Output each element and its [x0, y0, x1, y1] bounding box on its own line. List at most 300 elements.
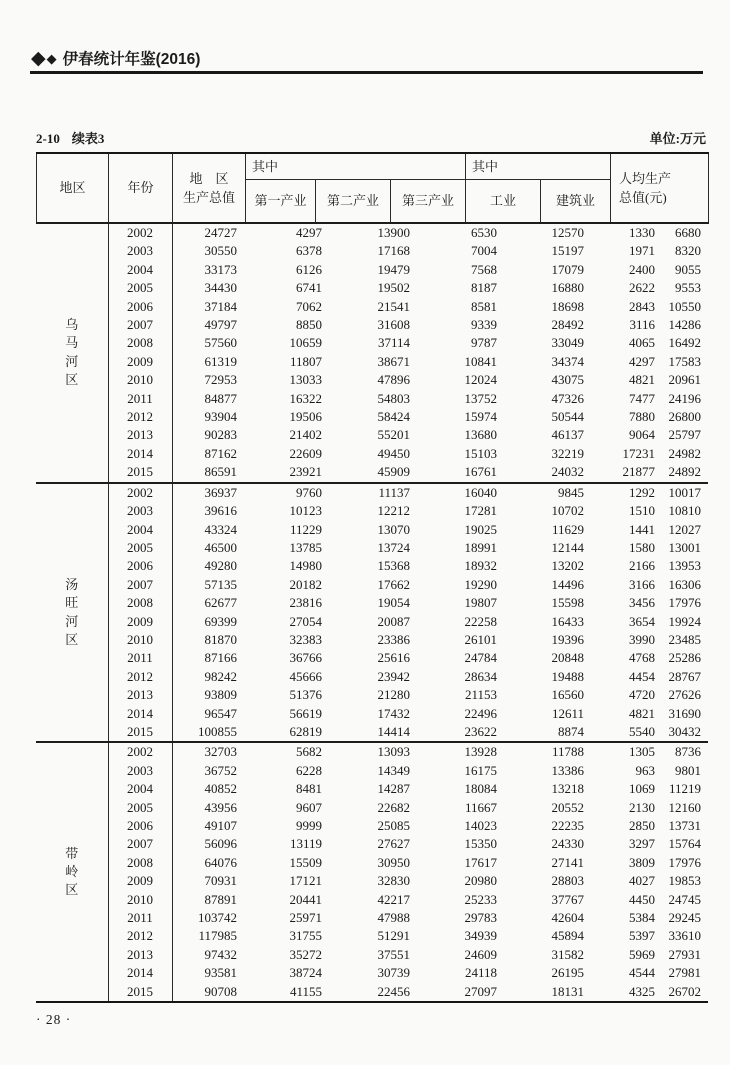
value-cell: 7062 — [296, 298, 322, 314]
value-cell: 17079 — [551, 261, 584, 277]
value-cell: 7880 — [629, 409, 655, 425]
year-cell: 2002 — [108, 483, 172, 502]
value-cell: 16433 — [551, 613, 584, 629]
construction-header: 建筑业 — [541, 179, 611, 223]
value-cell: 13218 — [551, 781, 584, 797]
value-cell: 16492 — [668, 335, 701, 351]
value-cell: 9801 — [675, 762, 701, 778]
year-cell: 2011 — [108, 390, 172, 408]
value-cell: 23921 — [289, 464, 322, 480]
value-cell: 30550 — [204, 243, 237, 259]
value-cell: 3456 — [629, 595, 655, 611]
value-cell: 37551 — [377, 946, 410, 962]
value-cell: 30950 — [377, 854, 410, 870]
value-cell: 31582 — [551, 946, 584, 962]
table-row — [36, 408, 708, 426]
value-cell: 20182 — [289, 576, 322, 592]
primary-industry-header: 第一产业 — [246, 179, 316, 223]
value-cell: 19924 — [668, 613, 701, 629]
table-row — [36, 279, 708, 297]
value-cell: 15509 — [289, 854, 322, 870]
value-cell: 45894 — [551, 928, 584, 944]
table-row — [36, 521, 708, 539]
year-cell: 2004 — [108, 521, 172, 539]
value-cell: 26800 — [668, 409, 701, 425]
value-cell: 46137 — [551, 427, 584, 443]
value-cell: 14023 — [464, 818, 497, 833]
value-cell: 32219 — [551, 445, 584, 461]
table-row — [36, 909, 708, 927]
page-number: · 28 · — [36, 1012, 72, 1027]
value-cell: 24196 — [668, 390, 701, 406]
year-cell: 2010 — [108, 891, 172, 909]
value-cell: 30432 — [668, 723, 701, 739]
value-cell: 32383 — [289, 631, 322, 647]
year-cell: 2013 — [108, 686, 172, 704]
value-cell: 34939 — [464, 928, 497, 944]
table-row — [36, 964, 708, 982]
value-cell: 27981 — [668, 965, 701, 981]
value-cell: 15974 — [464, 409, 497, 425]
table-row — [36, 316, 708, 334]
value-cell: 57135 — [204, 576, 237, 592]
value-cell: 9064 — [629, 427, 655, 443]
value-cell: 16322 — [289, 390, 322, 406]
value-cell: 47896 — [377, 372, 410, 388]
year-cell: 2014 — [108, 705, 172, 723]
value-cell: 14349 — [377, 762, 410, 778]
value-cell: 8736 — [655, 742, 708, 761]
value-cell: 46500 — [204, 539, 237, 555]
value-cell: 17168 — [377, 243, 410, 259]
value-cell: 22456 — [377, 983, 410, 999]
value-cell: 3654 — [629, 613, 655, 629]
value-cell: 9055 — [675, 261, 701, 277]
table-row — [36, 371, 708, 389]
value-cell: 18084 — [464, 781, 497, 797]
value-cell: 13119 — [289, 836, 322, 852]
value-cell: 6530 — [471, 225, 497, 240]
value-cell: 45666 — [289, 668, 322, 684]
table-row — [36, 353, 708, 371]
value-cell: 87162 — [204, 445, 237, 461]
value-cell: 16040 — [410, 483, 497, 502]
year-cell: 2014 — [108, 964, 172, 982]
value-cell: 15598 — [551, 595, 584, 611]
per-capita-header-cell — [611, 153, 709, 223]
value-cell: 49797 — [204, 317, 237, 333]
value-cell: 12570 — [551, 225, 584, 240]
value-cell: 16175 — [464, 762, 497, 778]
table-body — [36, 224, 708, 1003]
value-cell: 45909 — [377, 464, 410, 480]
value-cell: 4544 — [629, 965, 655, 981]
value-cell: 42217 — [377, 891, 410, 907]
year-cell: 2011 — [108, 649, 172, 667]
table-row — [36, 817, 708, 835]
value-cell: 69399 — [204, 613, 237, 629]
value-cell: 34374 — [551, 353, 584, 369]
value-cell: 963 — [635, 762, 655, 778]
value-cell: 18991 — [464, 539, 497, 555]
industry-header: 工业 — [466, 179, 541, 223]
year-cell: 2003 — [108, 762, 172, 780]
value-cell: 15350 — [464, 836, 497, 852]
table-row — [36, 723, 708, 742]
value-cell: 6378 — [296, 243, 322, 259]
table-row — [36, 334, 708, 352]
value-cell: 13386 — [551, 762, 584, 778]
value-cell: 13731 — [668, 818, 701, 833]
value-cell: 15197 — [551, 243, 584, 259]
value-cell: 9845 — [497, 483, 584, 502]
value-cell: 13202 — [551, 558, 584, 574]
value-cell: 17976 — [668, 854, 701, 870]
value-cell: 12024 — [464, 372, 497, 388]
table-row — [36, 483, 708, 502]
gdp-header-line1: 地 区 — [189, 170, 229, 186]
value-cell: 33610 — [668, 928, 701, 944]
value-cell: 13001 — [668, 539, 701, 555]
table-title: 续表3 — [71, 131, 105, 146]
value-cell: 56619 — [289, 705, 322, 721]
value-cell: 22682 — [377, 799, 410, 815]
year-cell: 2004 — [108, 780, 172, 798]
value-cell: 7004 — [471, 243, 497, 259]
value-cell: 13785 — [289, 539, 322, 555]
secondary-industry-header: 第二产业 — [316, 179, 391, 223]
value-cell: 6126 — [296, 261, 322, 277]
year-cell: 2004 — [108, 261, 172, 279]
value-cell: 28803 — [551, 873, 584, 889]
year-cell: 2002 — [108, 224, 172, 242]
value-cell: 1330 — [629, 225, 655, 240]
value-cell: 12212 — [377, 503, 410, 519]
table-row — [36, 224, 708, 242]
value-cell: 51291 — [377, 928, 410, 944]
value-cell: 14287 — [377, 781, 410, 797]
value-cell: 24745 — [668, 891, 701, 907]
value-cell: 13752 — [464, 390, 497, 406]
value-cell: 27627 — [377, 836, 410, 852]
year-cell: 2006 — [108, 298, 172, 316]
table-meta-row — [36, 128, 706, 147]
value-cell: 70931 — [204, 873, 237, 889]
value-cell: 12027 — [668, 521, 701, 537]
value-cell: 17662 — [377, 576, 410, 592]
year-cell: 2012 — [108, 408, 172, 426]
value-cell: 9760 — [237, 483, 322, 502]
value-cell: 4720 — [629, 687, 655, 703]
value-cell: 96547 — [204, 705, 237, 721]
value-cell: 21153 — [464, 687, 497, 703]
value-cell: 29245 — [668, 910, 701, 926]
value-cell: 8481 — [296, 781, 322, 797]
value-cell: 55201 — [377, 427, 410, 443]
value-cell: 19488 — [551, 668, 584, 684]
value-cell: 20552 — [551, 799, 584, 815]
statistics-table — [36, 152, 708, 1003]
value-cell: 36766 — [289, 650, 322, 666]
table-row — [36, 445, 708, 463]
value-cell: 24330 — [551, 836, 584, 852]
table-row — [36, 983, 708, 1002]
value-cell: 17121 — [289, 873, 322, 889]
value-cell: 9553 — [675, 280, 701, 296]
table-row — [36, 594, 708, 612]
value-cell: 14286 — [668, 317, 701, 333]
value-cell: 3297 — [629, 836, 655, 852]
diamond-icon-large: ◆ — [31, 47, 46, 69]
value-cell: 21402 — [289, 427, 322, 443]
year-cell: 2009 — [108, 353, 172, 371]
value-cell: 13724 — [377, 539, 410, 555]
value-cell: 16761 — [464, 464, 497, 480]
year-cell: 2007 — [108, 835, 172, 853]
value-cell: 13680 — [464, 427, 497, 443]
year-cell: 2011 — [108, 909, 172, 927]
value-cell: 84877 — [204, 390, 237, 406]
value-cell: 4450 — [629, 891, 655, 907]
value-cell: 21280 — [377, 687, 410, 703]
value-cell: 11629 — [551, 521, 584, 537]
value-cell: 56096 — [204, 836, 237, 852]
year-cell: 2013 — [108, 426, 172, 444]
year-cell: 2008 — [108, 854, 172, 872]
value-cell: 22258 — [464, 613, 497, 629]
value-cell: 13900 — [377, 225, 410, 240]
value-cell: 3990 — [629, 631, 655, 647]
value-cell: 61319 — [204, 353, 237, 369]
table-row — [36, 502, 708, 520]
year-cell: 2007 — [108, 316, 172, 334]
value-cell: 86591 — [204, 464, 237, 480]
value-cell: 49107 — [204, 818, 237, 833]
value-cell: 11229 — [289, 521, 322, 537]
value-cell: 4027 — [629, 873, 655, 889]
unit-label: 单位:万元 — [649, 131, 706, 146]
value-cell: 26195 — [551, 965, 584, 981]
year-cell: 2009 — [108, 872, 172, 890]
value-cell: 25085 — [377, 818, 410, 833]
among-header-2: 其中 — [466, 153, 611, 179]
value-cell: 4065 — [629, 335, 655, 351]
value-cell: 4325 — [629, 983, 655, 999]
value-cell: 9339 — [471, 317, 497, 333]
year-cell: 2014 — [108, 445, 172, 463]
value-cell: 47326 — [551, 390, 584, 406]
per-capita-header-line1: 人均生产 — [619, 170, 672, 186]
value-cell: 87166 — [204, 650, 237, 666]
year-cell: 2005 — [108, 539, 172, 557]
value-cell: 6680 — [675, 225, 701, 240]
value-cell: 1292 — [584, 483, 655, 502]
value-cell: 27626 — [668, 687, 701, 703]
value-cell: 2166 — [629, 558, 655, 574]
value-cell: 37114 — [377, 335, 410, 351]
value-cell: 90708 — [204, 983, 237, 999]
value-cell: 19025 — [464, 521, 497, 537]
value-cell: 24982 — [668, 445, 701, 461]
value-cell: 23386 — [377, 631, 410, 647]
gdp-header-cell — [173, 153, 246, 223]
value-cell: 19502 — [377, 280, 410, 296]
value-cell: 93581 — [204, 965, 237, 981]
value-cell: 24032 — [551, 464, 584, 480]
value-cell: 25616 — [377, 650, 410, 666]
year-cell: 2006 — [108, 817, 172, 835]
tertiary-industry-header: 第三产业 — [391, 179, 466, 223]
table-row — [36, 261, 708, 279]
table-row — [36, 891, 708, 909]
value-cell: 16560 — [551, 687, 584, 703]
value-cell: 41155 — [289, 983, 322, 999]
value-cell: 10017 — [655, 483, 708, 502]
value-cell: 10659 — [289, 335, 322, 351]
value-cell: 7568 — [471, 261, 497, 277]
value-cell: 31755 — [289, 928, 322, 944]
value-cell: 37767 — [551, 891, 584, 907]
per-capita-header-line2: 总值(元) — [619, 190, 667, 205]
value-cell: 4768 — [629, 650, 655, 666]
value-cell: 5682 — [237, 742, 322, 761]
value-cell: 20087 — [377, 613, 410, 629]
value-cell: 38671 — [377, 353, 410, 369]
year-cell: 2015 — [108, 463, 172, 482]
value-cell: 22496 — [464, 705, 497, 721]
year-cell: 2009 — [108, 613, 172, 631]
value-cell: 16880 — [551, 280, 584, 296]
value-cell: 19396 — [551, 631, 584, 647]
value-cell: 13070 — [377, 521, 410, 537]
table-row — [36, 705, 708, 723]
value-cell: 93904 — [204, 409, 237, 425]
year-cell: 2002 — [108, 742, 172, 761]
value-cell: 27097 — [464, 983, 497, 999]
value-cell: 3116 — [629, 317, 655, 333]
value-cell: 24892 — [668, 464, 701, 480]
value-cell: 8581 — [471, 298, 497, 314]
value-cell: 25971 — [289, 910, 322, 926]
value-cell: 1580 — [629, 539, 655, 555]
value-cell: 31690 — [668, 705, 701, 721]
value-cell: 19054 — [377, 595, 410, 611]
value-cell: 11667 — [464, 799, 497, 815]
value-cell: 19807 — [464, 595, 497, 611]
header-rule — [30, 71, 703, 74]
table-row — [36, 799, 708, 817]
value-cell: 1441 — [629, 521, 655, 537]
table-row — [36, 242, 708, 260]
value-cell: 103742 — [198, 910, 237, 926]
table-row — [36, 668, 708, 686]
table-row — [36, 557, 708, 575]
table-row — [36, 762, 708, 780]
value-cell: 17583 — [668, 353, 701, 369]
value-cell: 11219 — [668, 781, 701, 797]
value-cell: 15368 — [377, 558, 410, 574]
table-row — [36, 298, 708, 316]
value-cell: 2843 — [629, 298, 655, 314]
value-cell: 29783 — [464, 910, 497, 926]
value-cell: 87891 — [204, 891, 237, 907]
value-cell: 5384 — [629, 910, 655, 926]
value-cell: 10550 — [668, 298, 701, 314]
value-cell: 27931 — [668, 946, 701, 962]
value-cell: 17617 — [464, 854, 497, 870]
value-cell: 4297 — [296, 225, 322, 240]
value-cell: 43324 — [204, 521, 237, 537]
table-row — [36, 927, 708, 945]
table-row — [36, 631, 708, 649]
value-cell: 13928 — [410, 742, 497, 761]
value-cell: 93809 — [204, 687, 237, 703]
region-label: 带 岭 区 — [36, 742, 108, 1002]
value-cell: 32703 — [172, 742, 237, 761]
value-cell: 30739 — [377, 965, 410, 981]
value-cell: 32830 — [377, 873, 410, 889]
value-cell: 36752 — [204, 762, 237, 778]
value-cell: 37184 — [204, 298, 237, 314]
value-cell: 12144 — [551, 539, 584, 555]
value-cell: 1971 — [629, 243, 655, 259]
value-cell: 9999 — [296, 818, 322, 833]
value-cell: 10810 — [668, 503, 701, 519]
value-cell: 10123 — [289, 503, 322, 519]
year-cell: 2005 — [108, 799, 172, 817]
value-cell: 1305 — [584, 742, 655, 761]
value-cell: 81870 — [204, 631, 237, 647]
value-cell: 20848 — [551, 650, 584, 666]
value-cell: 8874 — [558, 723, 584, 739]
value-cell: 21541 — [377, 298, 410, 314]
value-cell: 11137 — [322, 483, 410, 502]
table-number: 2-10 — [36, 131, 60, 146]
value-cell: 26101 — [464, 631, 497, 647]
year-cell: 2013 — [108, 946, 172, 964]
year-cell: 2010 — [108, 631, 172, 649]
value-cell: 117985 — [198, 928, 237, 944]
page-header — [31, 47, 200, 69]
value-cell: 14980 — [289, 558, 322, 574]
value-cell: 20961 — [668, 372, 701, 388]
brand-title: 伊春统计年鉴(2016) — [62, 51, 201, 68]
value-cell: 23816 — [289, 595, 322, 611]
value-cell: 58424 — [377, 409, 410, 425]
value-cell: 24727 — [204, 225, 237, 240]
value-cell: 10702 — [551, 503, 584, 519]
value-cell: 49450 — [377, 445, 410, 461]
value-cell: 6228 — [296, 762, 322, 778]
value-cell: 18131 — [551, 983, 584, 999]
value-cell: 1510 — [629, 503, 655, 519]
value-cell: 13033 — [289, 372, 322, 388]
value-cell: 17231 — [622, 445, 655, 461]
value-cell: 18932 — [464, 558, 497, 574]
value-cell: 5540 — [629, 723, 655, 739]
value-cell: 4821 — [629, 705, 655, 721]
value-cell: 8850 — [296, 317, 322, 333]
value-cell: 28492 — [551, 317, 584, 333]
year-cell: 2008 — [108, 334, 172, 352]
value-cell: 25286 — [668, 650, 701, 666]
value-cell: 15764 — [668, 836, 701, 852]
value-cell: 10841 — [464, 353, 497, 369]
value-cell: 49280 — [204, 558, 237, 574]
year-cell: 2003 — [108, 502, 172, 520]
table-row — [36, 872, 708, 890]
value-cell: 5397 — [629, 928, 655, 944]
